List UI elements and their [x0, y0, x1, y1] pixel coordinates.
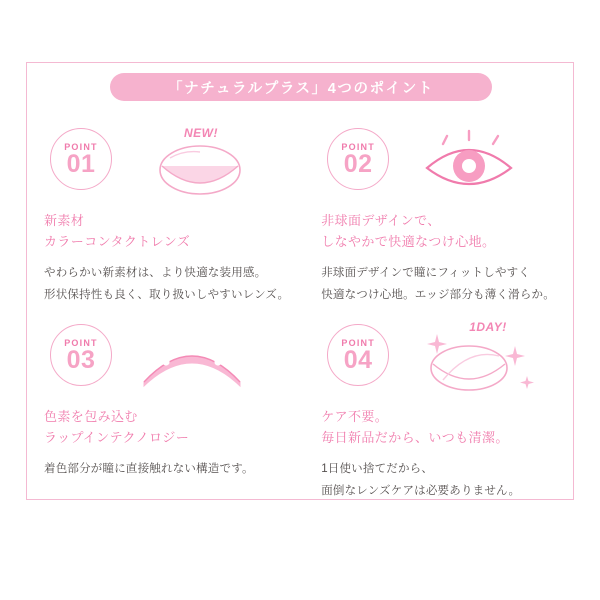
point-03-head — [44, 318, 289, 404]
point-03-headline — [44, 406, 289, 448]
point-02-headline-line-2: しなやかで快適なつけ心地。 — [321, 234, 496, 249]
point-03-illustration — [126, 318, 296, 404]
point-02-head — [321, 122, 560, 208]
point-02-badge — [327, 128, 389, 190]
point-03-badge-number: 03 — [66, 346, 96, 374]
point-04-headline-line-1: ケア不要。 — [321, 409, 389, 424]
point-02-badge-number: 02 — [343, 150, 373, 178]
point-04-head — [321, 318, 560, 404]
eye-icon — [403, 122, 573, 208]
point-card-03 — [26, 306, 303, 502]
point-04-badge — [327, 324, 389, 386]
point-02-body-line-2: 快適なつけ心地。エッジ部分も薄く滑らか。 — [321, 289, 555, 301]
point-01-badge-number: 01 — [66, 150, 96, 178]
point-03-badge-word: POINT — [64, 338, 98, 348]
point-01-body-line-1: やわらかい新素材は、より快適な装用感。 — [44, 267, 267, 279]
point-04-badge-word: POINT — [341, 338, 375, 348]
point-04-illustration — [403, 318, 573, 404]
point-02-body — [321, 262, 560, 306]
point-01-badge — [50, 128, 112, 190]
point-03-headline-line-1: 色素を包み込む — [44, 409, 138, 424]
point-01-body-line-2: 形状保持性も良く、取り扱いしやすいレンズ。 — [44, 289, 290, 301]
point-01-head — [44, 122, 289, 208]
point-04-body-line-1: 1日使い捨てだから、 — [321, 463, 434, 475]
point-04-body-line-2: 面倒なレンズケアは必要ありません。 — [321, 485, 521, 497]
point-01-illustration — [126, 122, 296, 208]
point-02-headline — [321, 210, 560, 252]
one-day-tag: 1DAY! — [469, 320, 507, 334]
point-04-headline-line-2: 毎日新品だから、いつも清潔。 — [321, 430, 509, 445]
point-04-badge-number: 04 — [343, 346, 373, 374]
title-ribbon — [110, 73, 492, 101]
new-tag: NEW! — [184, 126, 218, 140]
page-title: 「ナチュラルプラス」4つのポイント — [168, 80, 434, 97]
point-01-badge-word: POINT — [64, 142, 98, 152]
point-01-headline-line-2: カラーコンタクトレンズ — [44, 234, 191, 249]
point-01-headline — [44, 210, 289, 252]
point-02-illustration — [403, 122, 573, 208]
point-01-headline-line-1: 新素材 — [44, 213, 85, 228]
point-02-body-line-1: 非球面デザインで瞳にフィットしやすく — [321, 267, 531, 279]
point-04-body — [321, 458, 560, 502]
point-02-badge-word: POINT — [341, 142, 375, 152]
point-02-headline-line-1: 非球面デザインで、 — [321, 213, 441, 228]
points-grid — [26, 110, 574, 498]
point-01-body — [44, 262, 289, 306]
point-03-body — [44, 458, 289, 480]
point-03-headline-line-2: ラップインテクノロジー — [44, 430, 190, 445]
lens-cross-section-icon — [126, 318, 296, 404]
point-03-badge — [50, 324, 112, 386]
point-card-01 — [26, 110, 303, 306]
point-card-04 — [303, 306, 574, 502]
point-03-body-line-1: 着色部分が瞳に直接触れない構造です。 — [44, 463, 254, 475]
point-04-headline — [321, 406, 560, 448]
point-card-02 — [303, 110, 574, 306]
